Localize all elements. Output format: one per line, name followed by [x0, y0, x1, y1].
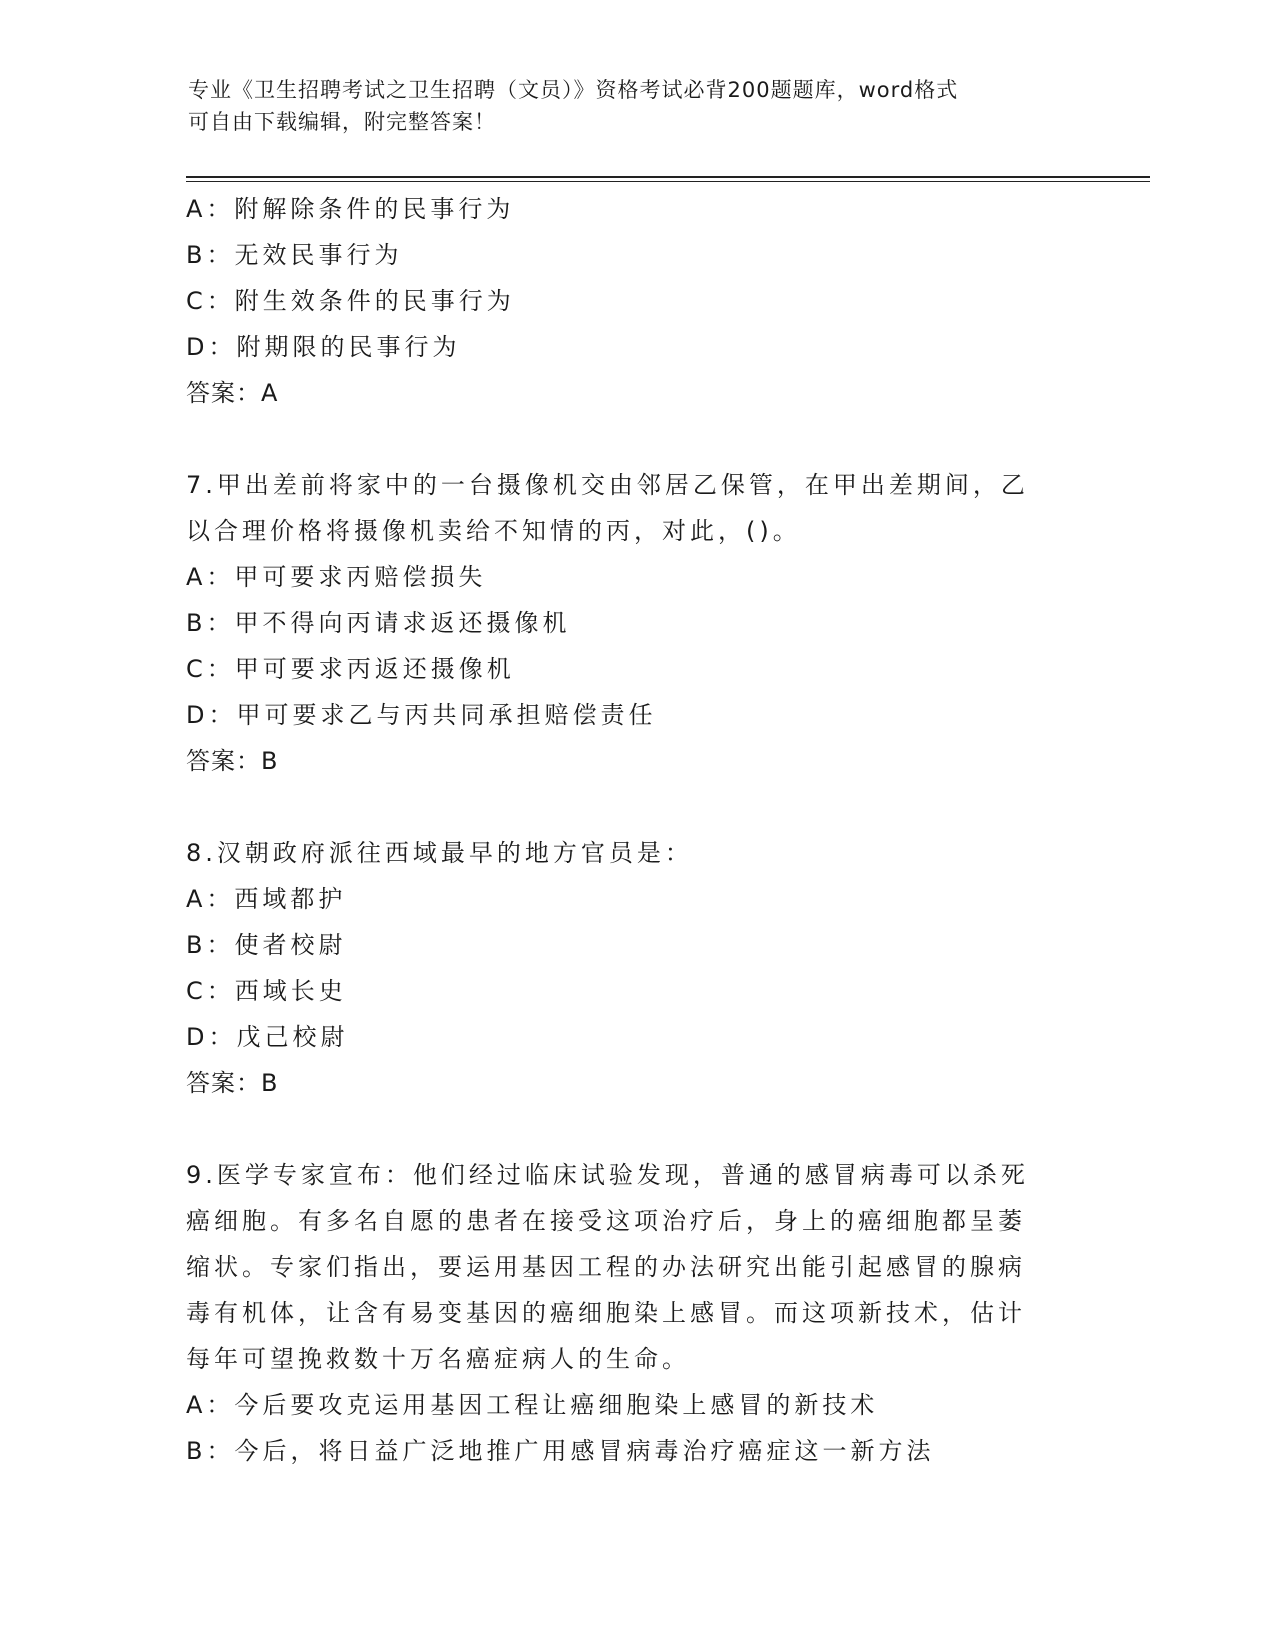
question-text-line: 7.甲出差前将家中的一台摄像机交由邻居乙保管，在甲出差期间，乙 — [186, 471, 1029, 499]
answer: 答案：B — [186, 747, 279, 775]
question-8 — [186, 830, 1066, 1106]
option-d: D：戊己校尉 — [186, 1023, 349, 1051]
option-b: B：今后，将日益广泛地推广用感冒病毒治疗癌症这一新方法 — [186, 1437, 935, 1465]
spacer — [186, 416, 1066, 462]
option-d: D：甲可要求乙与丙共同承担赔偿责任 — [186, 701, 657, 729]
option-a: A：西域都护 — [186, 885, 347, 913]
header-line-1: 专业《卫生招聘考试之卫生招聘（文员）》资格考试必背200题题库，word格式 — [188, 78, 959, 102]
header-divider — [186, 176, 1150, 182]
spacer — [186, 1106, 1066, 1152]
option-c: C：附生效条件的民事行为 — [186, 287, 515, 315]
question-text-line: 每年可望挽救数十万名癌症病人的生命。 — [186, 1345, 690, 1373]
question-text-line: 以合理价格将摄像机卖给不知情的丙，对此，()。 — [186, 517, 801, 545]
answer: 答案：B — [186, 1069, 279, 1097]
answer: 答案：A — [186, 379, 279, 407]
option-d: D：附期限的民事行为 — [186, 333, 461, 361]
question-text-line: 9.医学专家宣布：他们经过临床试验发现，普通的感冒病毒可以杀死 — [186, 1161, 1029, 1189]
question-9 — [186, 1152, 1066, 1474]
option-a: A：今后要攻克运用基因工程让癌细胞染上感冒的新技术 — [186, 1391, 879, 1419]
option-a: A：附解除条件的民事行为 — [186, 195, 515, 223]
question-list — [186, 186, 1066, 1474]
question-text-line: 癌细胞。有多名自愿的患者在接受这项治疗后，身上的癌细胞都呈萎 — [186, 1207, 1026, 1235]
question-7 — [186, 462, 1066, 784]
option-b: B：无效民事行为 — [186, 241, 403, 269]
page-header — [188, 74, 1068, 138]
question-text-line: 毒有机体，让含有易变基因的癌细胞染上感冒。而这项新技术，估计 — [186, 1299, 1026, 1327]
question-6 — [186, 186, 1066, 416]
option-c: C：甲可要求丙返还摄像机 — [186, 655, 515, 683]
option-b: B：使者校尉 — [186, 931, 347, 959]
option-a: A：甲可要求丙赔偿损失 — [186, 563, 487, 591]
option-c: C：西域长史 — [186, 977, 347, 1005]
header-line-2: 可自由下载编辑，附完整答案！ — [188, 110, 496, 134]
question-text-line: 缩状。专家们指出，要运用基因工程的办法研究出能引起感冒的腺病 — [186, 1253, 1026, 1281]
spacer — [186, 784, 1066, 830]
option-b: B：甲不得向丙请求返还摄像机 — [186, 609, 571, 637]
question-text-line: 8.汉朝政府派往西域最早的地方官员是： — [186, 839, 693, 867]
